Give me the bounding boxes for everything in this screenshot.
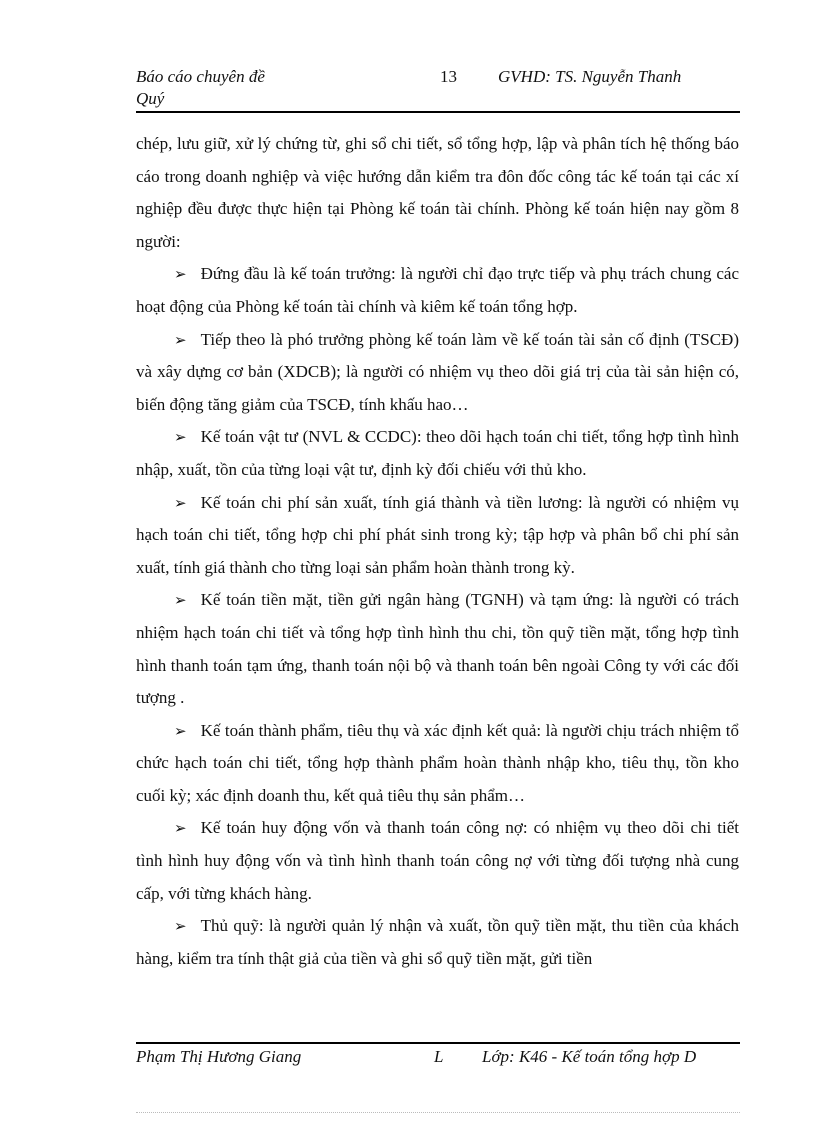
header-report-title <box>136 66 306 110</box>
arrow-bullet-icon: ➢ <box>174 917 187 936</box>
list-item <box>136 910 739 975</box>
list-item-text: Đứng đầu là kế toán trưởng: là người chỉ đạo trực tiếp và phụ trách chung các hoạt động của Phòng kế toán tài chính và kiêm kế toán tổng hợp. <box>136 264 739 316</box>
footer-author: Phạm Thị Hương Giang <box>136 1047 302 1066</box>
list-item-text: Kế toán tiền mặt, tiền gửi ngân hàng (TGNH) và tạm ứng: là người có trách nhiệm hạch toán chi tiết và tổng hợp tình hình thu chi, tồn quỹ tiền mặt, tổng hợp tình hình thanh toán tạm ứng, thanh toán nội bộ và thanh toán bên ngoài Công ty với các đối tượng . <box>136 590 739 708</box>
footer-mid-mark: L <box>434 1047 444 1066</box>
list-item-text: Kế toán thành phẩm, tiêu thụ và xác định kết quả: là người chịu trách nhiệm tổ chức hạch toán chi tiết, tổng hợp thành phẩm hoàn thành nhập kho, tiêu thụ, tồn kho cuối kỳ; xác định doanh thu, kết quả tiêu thụ sản phẩm… <box>136 720 739 805</box>
list-item-text: Tiếp theo là phó trưởng phòng kế toán làm về kế toán tài sản cố định (TSCĐ) và xây dựng cơ bản (XDCB); là người có nhiệm vụ theo dõi giá trị của tài sản hiện có, biến động tăng giảm của TSCĐ, tính khấu hao… <box>136 329 739 414</box>
list-item <box>136 715 739 813</box>
list-item-text: Thủ quỹ: là người quản lý nhận và xuất, tồn quỹ tiền mặt, thu tiền của khách hàng, kiểm tra tính thật giả của tiền và ghi sổ quỹ tiền mặt, gửi tiền <box>136 916 739 968</box>
footer-class: Lớp: K46 - Kế toán tổng hợp D <box>482 1047 697 1066</box>
arrow-bullet-icon: ➢ <box>174 721 187 740</box>
header-supervisor: GVHD: TS. Nguyễn Thanh <box>498 67 682 86</box>
arrow-bullet-icon: ➢ <box>174 330 187 349</box>
header-divider <box>136 111 740 113</box>
page-number: 13 <box>440 67 457 86</box>
list-item <box>136 421 739 486</box>
list-item <box>136 812 739 910</box>
arrow-bullet-icon: ➢ <box>174 265 187 284</box>
list-item-text: Kế toán chi phí sản xuất, tính giá thành và tiền lương: là người có nhiệm vụ hạch toán chi tiết, tổng hợp chi phí phát sinh trong kỳ; tập hợp và phân bổ chi phí sản xuất, tính giá thành cho từng loại sản phẩm hoàn thành trong kỳ. <box>136 492 739 577</box>
list-item <box>136 584 739 714</box>
list-item <box>136 324 739 422</box>
list-item-text: Kế toán huy động vốn và thanh toán công nợ: có nhiệm vụ theo dõi chi tiết tình hình huy động vốn và tình hình thanh toán công nợ với từng đối tượng nhà cung cấp, với từng khách hàng. <box>136 818 739 903</box>
arrow-bullet-icon: ➢ <box>174 428 187 447</box>
header-report-title-line2: Quý <box>136 89 165 108</box>
page-bottom-edge <box>136 1112 740 1113</box>
list-item <box>136 258 739 323</box>
arrow-bullet-icon: ➢ <box>174 591 187 610</box>
header-report-title-line1: Báo cáo chuyên đề <box>136 67 265 86</box>
intro-paragraph: chép, lưu giữ, xử lý chứng từ, ghi sổ chi tiết, sổ tổng hợp, lập và phân tích hệ thống báo cáo trong doanh nghiệp và việc hướng dẫn kiểm tra đôn đốc công tác kế toán tại các xí nghiệp đều được thực hiện tại Phòng kế toán tài chính. Phòng kế toán hiện nay gồm 8 người: <box>136 134 739 251</box>
arrow-bullet-icon: ➢ <box>174 819 187 838</box>
list-item-text: Kế toán vật tư (NVL & CCDC): theo dõi hạch toán chi tiết, tổng hợp tình hình nhập, xuất, tồn của từng loại vật tư, định kỳ đối chiếu với thủ kho. <box>136 427 739 479</box>
footer-divider <box>136 1042 740 1044</box>
body-text <box>136 128 739 975</box>
list-item <box>136 487 739 585</box>
arrow-bullet-icon: ➢ <box>174 493 187 512</box>
